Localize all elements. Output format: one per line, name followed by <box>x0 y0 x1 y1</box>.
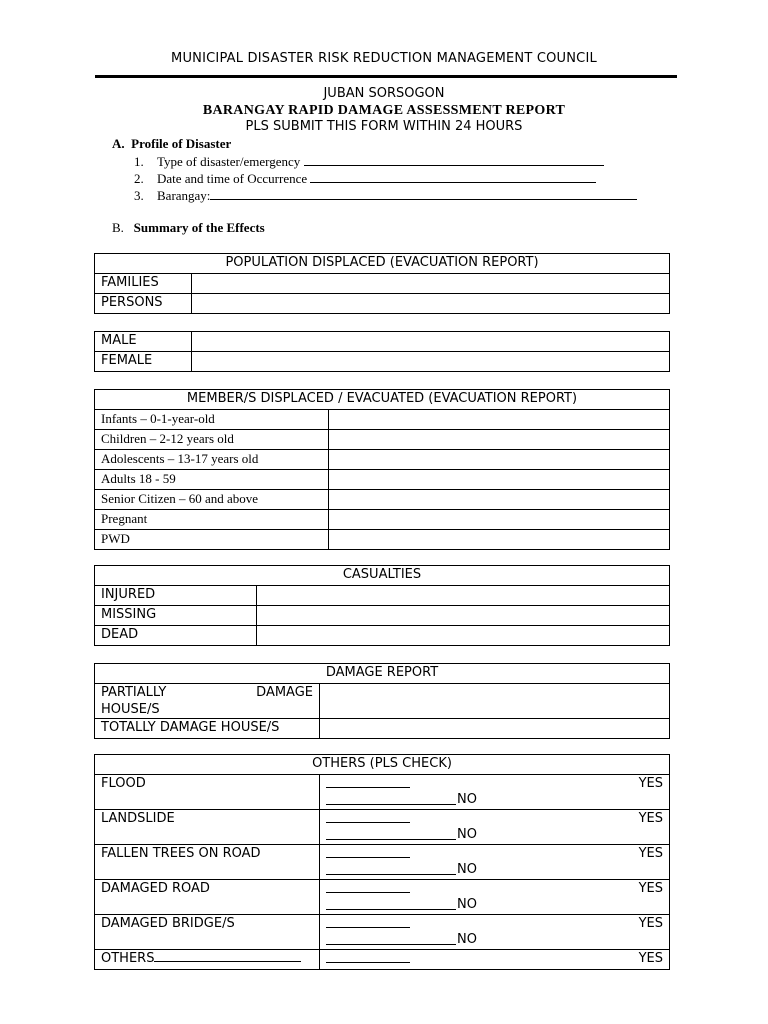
table-row <box>95 950 670 970</box>
landslide-label: LANDSLIDE <box>95 810 320 845</box>
table-row <box>95 450 670 470</box>
section-a-title: Profile of Disaster <box>131 136 232 151</box>
pwd-value[interactable] <box>329 530 670 550</box>
families-label: FAMILIES <box>95 274 192 294</box>
pregnant-label: Pregnant <box>95 510 329 530</box>
damaged-bridge-check[interactable] <box>326 915 663 949</box>
male-label: MALE <box>95 332 192 352</box>
members-header: MEMBER/S DISPLACED / EVACUATED (EVACUATION REPORT) <box>95 390 670 410</box>
missing-value[interactable] <box>257 606 670 626</box>
table-row <box>95 510 670 530</box>
barangay-item: 3. Barangay: <box>134 187 637 204</box>
report-title: BARANGAY RAPID DAMAGE ASSESSMENT REPORT <box>202 103 566 118</box>
no-label: NO <box>457 827 477 842</box>
sex-table <box>94 331 670 372</box>
table-row <box>95 775 670 810</box>
table-row <box>95 530 670 550</box>
table-row <box>95 880 670 915</box>
table-row <box>95 626 670 646</box>
yes-label: YES <box>638 776 663 791</box>
damaged-road-label: DAMAGED ROAD <box>95 880 320 915</box>
disaster-type-item: 1. Type of disaster/emergency <box>134 153 604 170</box>
table-row <box>95 915 670 950</box>
yes-blank[interactable] <box>326 962 410 963</box>
table-row <box>95 606 670 626</box>
table-row <box>95 274 670 294</box>
senior-value[interactable] <box>329 490 670 510</box>
damage-table <box>94 663 670 739</box>
yes-label: YES <box>638 881 663 896</box>
no-blank[interactable] <box>326 909 456 910</box>
yes-blank[interactable] <box>326 787 410 788</box>
missing-label: MISSING <box>95 606 257 626</box>
children-label: Children – 2-12 years old <box>95 430 329 450</box>
dead-value[interactable] <box>257 626 670 646</box>
population-header: POPULATION DISPLACED (EVACUATION REPORT) <box>95 254 670 274</box>
infants-label: Infants – 0-1-year-old <box>95 410 329 430</box>
pwd-label: PWD <box>95 530 329 550</box>
table-row <box>95 410 670 430</box>
landslide-check[interactable] <box>326 810 663 844</box>
senior-label: Senior Citizen – 60 and above <box>95 490 329 510</box>
no-blank[interactable] <box>326 944 456 945</box>
table-row <box>95 845 670 880</box>
yes-label: YES <box>638 846 663 861</box>
adolescents-value[interactable] <box>329 450 670 470</box>
adults-label: Adults 18 - 59 <box>95 470 329 490</box>
no-label: NO <box>457 897 477 912</box>
disaster-type-label: Type of disaster/emergency <box>157 154 301 169</box>
header-rule <box>95 75 677 78</box>
injured-value[interactable] <box>257 586 670 606</box>
section-b-letter: B. <box>112 220 124 235</box>
others-header: OTHERS (PLS CHECK) <box>95 755 670 775</box>
no-label: NO <box>457 862 477 877</box>
female-label: FEMALE <box>95 352 192 372</box>
yes-label: YES <box>638 916 663 931</box>
table-row <box>95 470 670 490</box>
partial-damage-label: PARTIALLY DAMAGE HOUSE/S <box>95 684 320 719</box>
total-damage-value[interactable] <box>320 719 670 739</box>
section-b-heading <box>112 220 265 236</box>
table-row <box>95 684 670 719</box>
fallen-trees-label: FALLEN TREES ON ROAD <box>95 845 320 880</box>
occurrence-item: 2. Date and time of Occurrence <box>134 170 596 187</box>
damaged-bridge-label: DAMAGED BRIDGE/S <box>95 915 320 950</box>
section-a-letter: A. <box>112 136 125 151</box>
fallen-trees-check[interactable] <box>326 845 663 879</box>
families-value[interactable] <box>192 274 670 294</box>
table-row <box>95 719 670 739</box>
section-b-title: Summary of the Effects <box>133 220 265 235</box>
table-row <box>95 294 670 314</box>
flood-label: FLOOD <box>95 775 320 810</box>
no-blank[interactable] <box>326 839 456 840</box>
occurrence-field[interactable] <box>310 170 596 183</box>
submit-note: PLS SUBMIT THIS FORM WITHIN 24 HOURS <box>245 119 523 134</box>
municipality: JUBAN SORSOGON <box>323 86 445 101</box>
barangay-field[interactable] <box>210 187 637 200</box>
damaged-road-check[interactable] <box>326 880 663 914</box>
dead-label: DEAD <box>95 626 257 646</box>
others-row-label: OTHERS <box>95 950 320 970</box>
no-label: NO <box>457 792 477 807</box>
adolescents-label: Adolescents – 13-17 years old <box>95 450 329 470</box>
no-blank[interactable] <box>326 874 456 875</box>
adults-value[interactable] <box>329 470 670 490</box>
yes-blank[interactable] <box>326 822 410 823</box>
casualties-header: CASUALTIES <box>95 566 670 586</box>
table-row <box>95 586 670 606</box>
persons-label: PERSONS <box>95 294 192 314</box>
yes-blank[interactable] <box>326 892 410 893</box>
council-title: MUNICIPAL DISASTER RISK REDUCTION MANAGEMENT COUNCIL <box>171 51 597 66</box>
table-row <box>95 490 670 510</box>
population-table <box>94 253 670 314</box>
yes-label: YES <box>638 951 663 966</box>
occurrence-label: Date and time of Occurrence <box>157 171 308 186</box>
others-specify-field[interactable] <box>154 950 301 962</box>
infants-value[interactable] <box>329 410 670 430</box>
members-table <box>94 389 670 550</box>
damage-header: DAMAGE REPORT <box>95 664 670 684</box>
partial-damage-value[interactable] <box>320 684 670 719</box>
male-value[interactable] <box>192 332 670 352</box>
no-blank[interactable] <box>326 804 456 805</box>
table-row <box>95 352 670 372</box>
disaster-type-field[interactable] <box>304 153 604 166</box>
persons-value[interactable] <box>192 294 670 314</box>
injured-label: INJURED <box>95 586 257 606</box>
barangay-label: Barangay: <box>157 188 211 203</box>
children-value[interactable] <box>329 430 670 450</box>
section-a-heading <box>112 136 231 152</box>
others-check[interactable] <box>326 950 663 967</box>
others-table <box>94 754 670 970</box>
female-value[interactable] <box>192 352 670 372</box>
table-row <box>95 810 670 845</box>
total-damage-label: TOTALLY DAMAGE HOUSE/S <box>95 719 320 739</box>
table-row <box>95 332 670 352</box>
yes-blank[interactable] <box>326 927 410 928</box>
yes-blank[interactable] <box>326 857 410 858</box>
no-label: NO <box>457 932 477 947</box>
table-row <box>95 430 670 450</box>
flood-check[interactable] <box>326 775 663 809</box>
casualties-table <box>94 565 670 646</box>
pregnant-value[interactable] <box>329 510 670 530</box>
yes-label: YES <box>638 811 663 826</box>
